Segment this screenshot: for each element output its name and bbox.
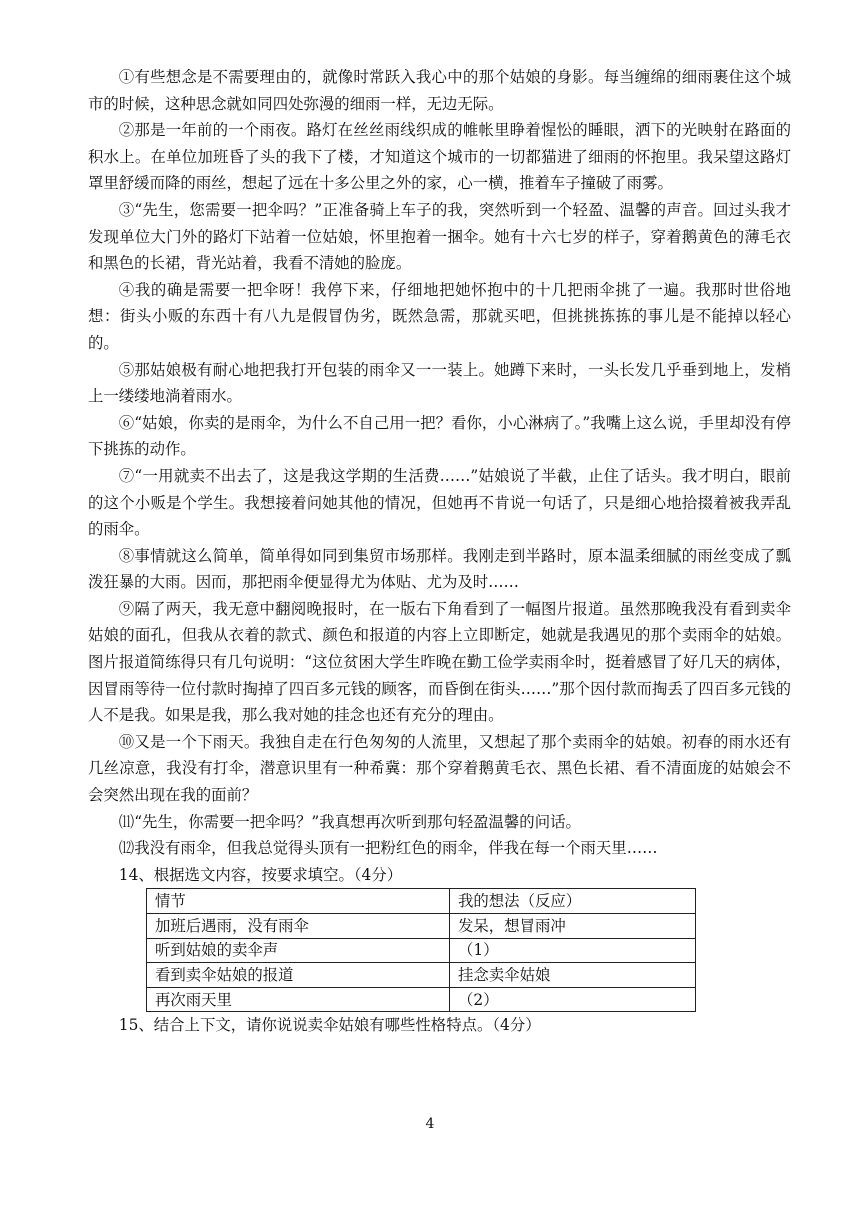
question-15: 15、结合上下文，请你说说卖伞姑娘有哪些性格特点。（4分） <box>118 1016 541 1035</box>
table-cell: 发呆，想冒雨冲 <box>450 914 696 939</box>
paragraph-5: ⑤那姑娘极有耐心地把我打开包装的雨伞又一一装上。她蹲下来时，一头长发几乎垂到地上，发梢上一缕缕地淌着雨水。 <box>88 360 791 406</box>
table-cell: 加班后遇雨，没有雨伞 <box>147 914 450 939</box>
page-number: 4 <box>425 1116 435 1132</box>
table-cell: 挂念卖伞姑娘 <box>450 963 696 988</box>
table-cell: 听到姑娘的卖伞声 <box>147 938 450 963</box>
paragraph-2: ②那是一年前的一个雨夜。路灯在丝丝雨线织成的帷帐里睁着惺忪的睡眼，洒下的光映射在路面的积水上。在单位加班昏了头的我下了楼，才知道这个城市的一切都猫进了细雨的怀抱里。我呆望这路灯罩里舒缓而降的雨丝，想起了远在十多公里之外的家，心一横，推着车子撞破了雨雾。 <box>88 121 791 193</box>
answer-blank-1[interactable]: （1） <box>450 938 696 963</box>
paragraph-11: ⑾“先生，你需要一把伞吗？”我真想再次听到那句轻盈温馨的问话。 <box>118 812 581 831</box>
paragraph-8: ⑧事情就这么简单，简单得如同到集贸市场那样。我刚走到半路时，原本温柔细腻的雨丝变成了瓢泼狂暴的大雨。因而，那把雨伞便显得尤为体贴、尤为及时…… <box>88 546 791 592</box>
document-page <box>88 64 791 1039</box>
table-header-row <box>147 889 696 914</box>
paragraph-9: ⑨隔了两天，我无意中翻阅晚报时，在一版右下角看到了一幅图片报道。虽然那晚我没有看到卖伞姑娘的面孔，但我从衣着的款式、颜色和报道的内容上立即断定，她就是我遇见的那个卖雨伞的姑娘。图片报道简练得只有几句说明：“这位贫困大学生昨晚在勤工俭学卖雨伞时，挺着感冒了好几天的病体，因冒雨等待一位付款时掏掉了四百多元钱的顾客，而昏倒在街头……”那个因付款而掏丢了四百多元钱的人不是我。如果是我，那么我对她的挂念也还有充分的理由。 <box>88 599 791 725</box>
table-cell: 再次雨天里 <box>147 987 450 1012</box>
paragraph-1: ①有些想念是不需要理由的，就像时常跃入我心中的那个姑娘的身影。每当缠绵的细雨裹住这个城市的时候，这种思念就如同四处弥漫的细雨一样，无边无际。 <box>88 68 791 113</box>
table-row <box>147 987 696 1012</box>
paragraph-7: ⑦“一用就卖不出去了，这是我这学期的生活费……”姑娘说了半截，止住了话头。我才明白，眼前的这个小贩是个学生。我想接着问她其他的情况，但她再不肯说一句话了，只是细心地拾掇着被我弄乱的雨伞。 <box>88 466 791 539</box>
answer-blank-2[interactable]: （2） <box>450 987 696 1012</box>
paragraph-10: ⑩又是一个下雨天。我独自走在行色匆匆的人流里，又想起了那个卖雨伞的姑娘。初春的雨水还有几丝凉意，我没有打伞，潜意识里有一种希冀：那个穿着鹅黄毛衣、黑色长裙、看不清面庞的姑娘会不会突然出现在我的面前？ <box>88 732 791 805</box>
question-14: 14、根据选文内容，按要求填空。（4分） <box>118 865 403 884</box>
table-row <box>147 938 696 963</box>
table-header-cell: 情节 <box>147 889 450 914</box>
paragraph-6: ⑥“姑娘，你卖的是雨伞，为什么不自己用一把？看你，小心淋病了。”我嘴上这么说，手里却没有停下挑拣的动作。 <box>88 413 791 459</box>
table-cell: 看到卖伞姑娘的报道 <box>147 963 450 988</box>
table-row <box>147 914 696 939</box>
table-header-cell: 我的想法（反应） <box>450 889 696 914</box>
paragraph-12: ⑿我没有雨伞，但我总觉得头顶有一把粉红色的雨伞，伴我在每一个雨天里…… <box>118 839 658 858</box>
answer-table <box>146 888 696 1012</box>
paragraph-4: ④我的确是需要一把伞呀！我停下来，仔细地把她怀抱中的十几把雨伞挑了一遍。我那时世俗地想：街头小贩的东西十有八九是假冒伪劣，既然急需，那就买吧，但挑挑拣拣的事儿是不能掉以轻心的。 <box>88 280 791 352</box>
paragraph-3: ③“先生，您需要一把伞吗？”正准备骑上车子的我，突然听到一个轻盈、温馨的声音。回过头我才发现单位大门外的路灯下站着一位姑娘，怀里抱着一捆伞。她有十六七岁的样子，穿着鹅黄色的薄毛衣和黑色的长裙，背光站着，我看不清她的脸庞。 <box>88 200 791 273</box>
table-row <box>147 963 696 988</box>
